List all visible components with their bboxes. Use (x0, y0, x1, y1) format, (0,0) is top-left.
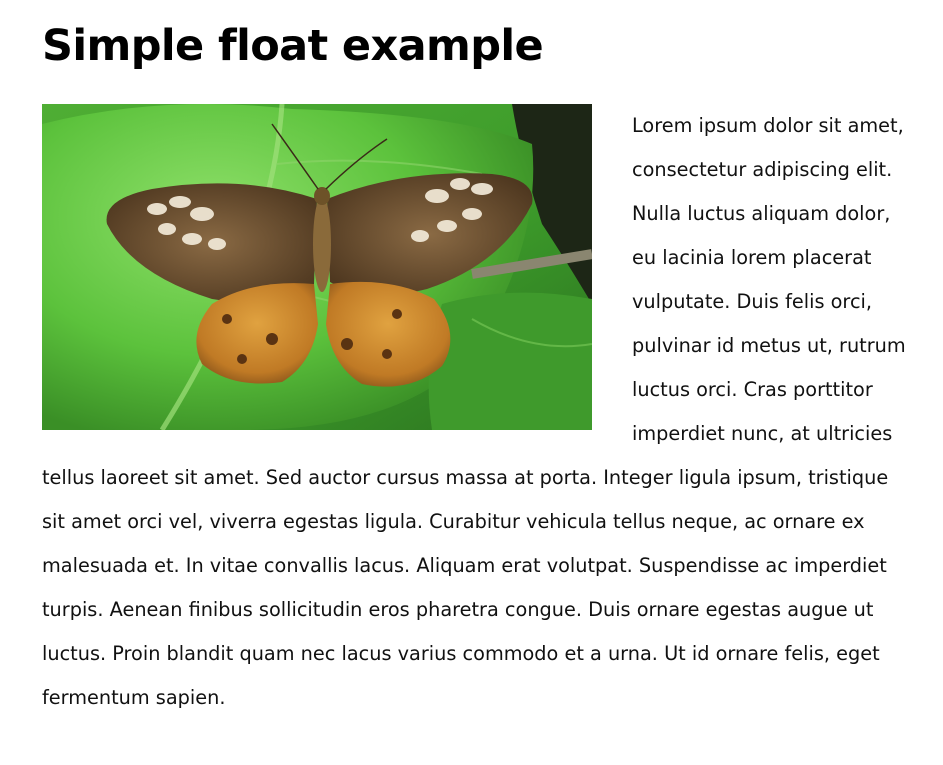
body-text-wrap (42, 104, 906, 720)
body-paragraph: Lorem ipsum dolor sit amet, consectetur adipiscing elit. Nulla luctus aliquam dolor, eu lacinia lorem placerat vulputate. Duis felis orci, pulvinar id metus ut, rutrum luctus orci. Cras porttitor imperdiet nunc, at ultricies tellus laoreet sit amet. Sed auctor cursus massa at porta. Integer ligula ipsum, tristique sit amet orci vel, viverra egestas ligula. Curabitur vehicula tellus neque, ac ornare ex malesuada et. In vitae convallis lacus. Aliquam erat volutpat. Suspendisse ac imperdiet turpis. Aenean finibus sollicitudin eros pharetra congue. Duis ornare egestas augue ut luctus. Proin blandit quam nec lacus varius commodo et a urna. Ut id ornare felis, eget fermentum sapien. (42, 114, 906, 709)
page-title: Simple float example (42, 21, 544, 71)
